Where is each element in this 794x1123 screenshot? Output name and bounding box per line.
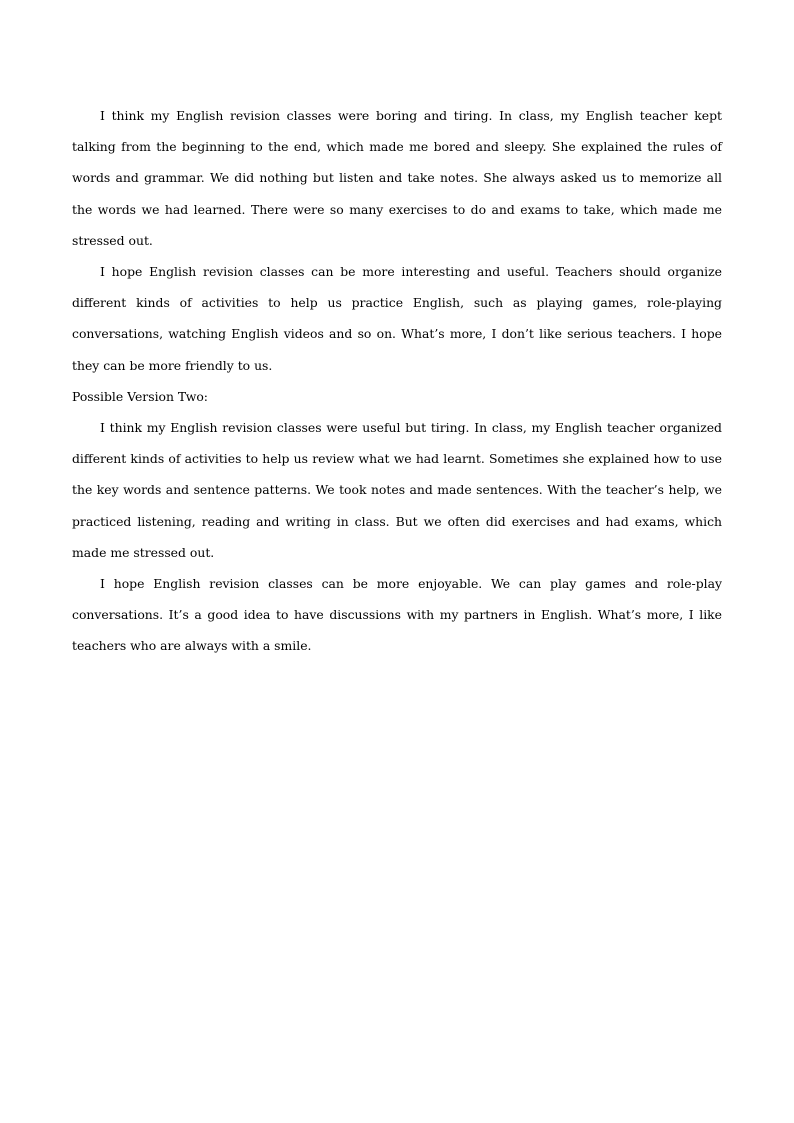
document-body xyxy=(72,100,722,662)
version-two-heading: Possible Version Two: xyxy=(72,388,208,404)
version-one-paragraph-1: I think my English revision classes were boring and tiring. In class, my English teacher kept talking from the beginning to the end, which made me bored and sleepy. She explained the rules of words and grammar. We did nothing but listen and take notes. She always asked us to memorize all the words we had learned. There were so many exercises to do and exams to take, which made me stressed out. xyxy=(72,108,722,248)
version-one-paragraph-2: I hope English revision classes can be more interesting and useful. Teachers should organize different kinds of activities to help us practice English, such as playing games, role-playing conversations, watching English videos and so on. What’s more, I don’t like serious teachers. I hope they can be more friendly to us. xyxy=(72,264,722,373)
version-two-paragraph-2: I hope English revision classes can be more enjoyable. We can play games and role-play conversations. It’s a good idea to have discussions with my partners in English. What’s more, I like teachers who are always with a smile. xyxy=(72,576,722,654)
version-two-paragraph-1: I think my English revision classes were useful but tiring. In class, my English teacher organized different kinds of activities to help us review what we had learnt. Sometimes she explained how to use the key words and sentence patterns. We took notes and made sentences. With the teacher’s help, we practiced listening, reading and writing in class. But we often did exercises and had exams, which made me stressed out. xyxy=(72,420,722,560)
